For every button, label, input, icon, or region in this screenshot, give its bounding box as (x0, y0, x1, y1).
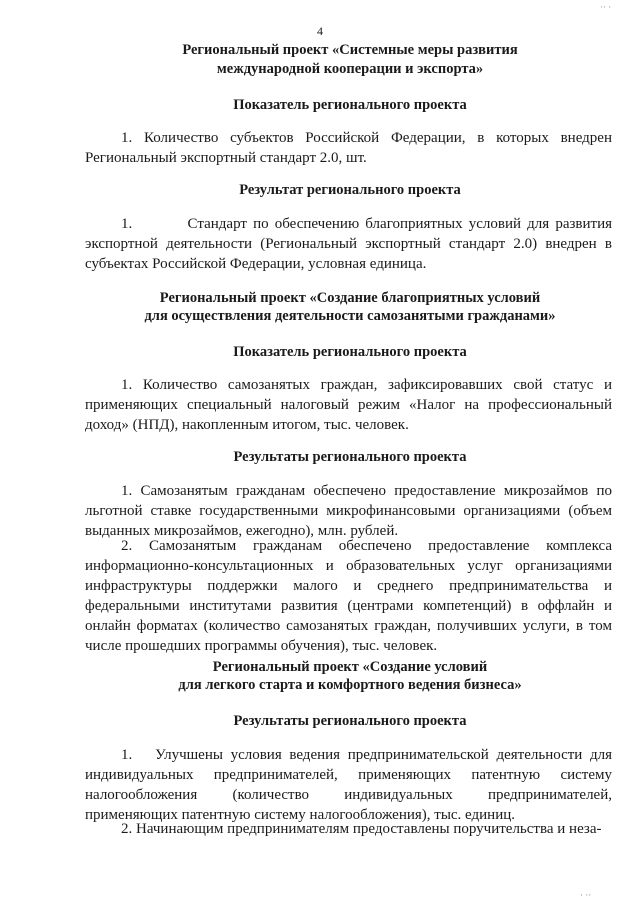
section-2-result-2: 2. Самозанятым гражданам обеспечено предоставление комплекса информационно-консультационных и образовательных услуг организациями инфраструктуры поддержки малого и среднего предпринимательства и федеральными институтами развития (центрами компетенций) в оффлайн и онлайн форматах (количество самозанятых граждан, получивших услуги, в том числе прошедших программы обучения), тыс. человек. (85, 538, 612, 654)
section-1-indicator-heading: Показатель регионального проекта (233, 97, 467, 113)
section-1-title-line-1: Региональный проект «Системные меры развития (182, 42, 518, 58)
section-3-result-2: 2. Начинающим предпринимателям предоставлены поручительства и неза- (121, 821, 602, 837)
section-2-indicator-text: 1. Количество самозанятых граждан, зафиксировавших свой статус и применяющих специальный налоговый режим «Налог на профессиональный доход» (НПД), накопленным итогом, тыс. человек. (85, 377, 612, 433)
section-3-title-line-2: для легкого старта и комфортного ведения бизнеса» (178, 677, 522, 693)
section-3-title-line-1: Региональный проект «Создание условий (212, 659, 488, 675)
section-3-results-heading: Результаты регионального проекта (233, 713, 467, 729)
scan-mark-top: ·· · (600, 2, 612, 12)
section-1-title-line-2: международной кооперации и экспорта» (216, 61, 484, 77)
page-number: 4 (317, 24, 323, 38)
section-2-title-line-1: Региональный проект «Создание благоприятных условий (159, 290, 541, 306)
section-1-indicator-text: 1. Количество субъектов Российской Федерации, в которых внедрен Региональный экспортный стандарт 2.0, шт. (85, 130, 612, 166)
section-3-result-1: 1. Улучшены условия ведения предпринимательской деятельности для индивидуальных предпринимателей, применяющих патентную систему налогообложения (количество индивидуальных предпринимателей, применяющих патентную систему налогообложения), тыс. единиц. (85, 747, 612, 823)
scan-mark-bottom: · ·· (580, 890, 592, 900)
section-2-title-line-2: для осуществления деятельности самозанятыми гражданами» (144, 308, 556, 324)
section-2-results-heading: Результаты регионального проекта (233, 449, 467, 465)
section-1-result-heading: Результат регионального проекта (239, 182, 461, 198)
section-2-result-1: 1. Самозанятым гражданам обеспечено предоставление микрозаймов по льготной ставке государственными микрофинансовыми организациями (объем выданных микрозаймов, ежегодно), млн. рублей. (85, 483, 612, 539)
section-2-indicator-heading: Показатель регионального проекта (233, 344, 467, 360)
section-1-result-text: 1. Стандарт по обеспечению благоприятных условий для развития экспортной деятельности (Региональный экспортный стандарт 2.0) внедрен в субъектах Российской Федерации, условная единица. (85, 216, 612, 272)
